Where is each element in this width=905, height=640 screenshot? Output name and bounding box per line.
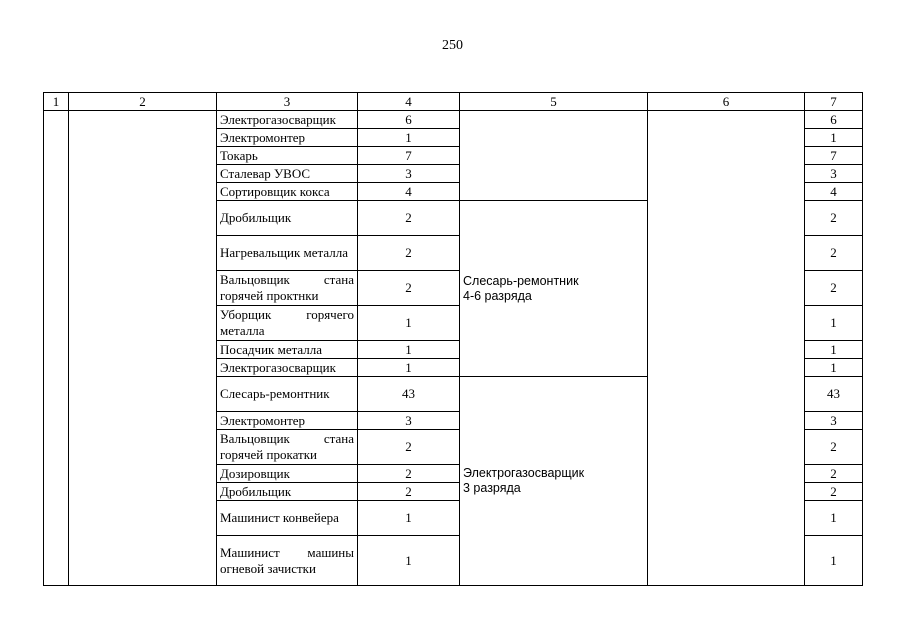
- col5-empty-cell: [460, 111, 648, 201]
- total-cell: 2: [805, 236, 863, 271]
- total-cell: 7: [805, 147, 863, 165]
- column-header: 1: [44, 93, 69, 111]
- profession-cell: Дробильщик: [217, 483, 358, 501]
- col2-empty-cell: [69, 111, 217, 586]
- column-header: 4: [358, 93, 460, 111]
- quantity-cell: 1: [358, 501, 460, 536]
- profession-cell: Дробильщик: [217, 201, 358, 236]
- total-cell: 2: [805, 430, 863, 465]
- profession-cell: Электрогазосварщик: [217, 111, 358, 129]
- quantity-cell: 2: [358, 465, 460, 483]
- column-header: 6: [648, 93, 805, 111]
- quantity-cell: 1: [358, 129, 460, 147]
- quantity-cell: 2: [358, 271, 460, 306]
- total-cell: 1: [805, 129, 863, 147]
- quantity-cell: 2: [358, 483, 460, 501]
- profession-cell: Сортировщик кокса: [217, 183, 358, 201]
- total-cell: 4: [805, 183, 863, 201]
- quantity-cell: 4: [358, 183, 460, 201]
- quantity-cell: 1: [358, 306, 460, 341]
- total-cell: 2: [805, 271, 863, 306]
- profession-cell: Посадчик металла: [217, 341, 358, 359]
- total-cell: 1: [805, 501, 863, 536]
- total-cell: 1: [805, 306, 863, 341]
- col1-empty-cell: [44, 111, 69, 586]
- assigned-profession-cell: Слесарь-ремонтник 4-6 разряда: [460, 201, 648, 377]
- profession-cell: Уборщик горячего металла: [217, 306, 358, 341]
- profession-cell: Вальцовщик стана горячей проктнки: [217, 271, 358, 306]
- profession-cell: Электромонтер: [217, 129, 358, 147]
- quantity-cell: 43: [358, 377, 460, 412]
- profession-cell: Машинист машины огневой зачистки: [217, 536, 358, 586]
- column-header: 7: [805, 93, 863, 111]
- total-cell: 6: [805, 111, 863, 129]
- column-header: 5: [460, 93, 648, 111]
- total-cell: 1: [805, 341, 863, 359]
- profession-cell: Нагревальщик металла: [217, 236, 358, 271]
- total-cell: 2: [805, 201, 863, 236]
- profession-cell: Слесарь-ремонтник: [217, 377, 358, 412]
- total-cell: 1: [805, 359, 863, 377]
- profession-cell: Электрогазосварщик: [217, 359, 358, 377]
- quantity-cell: 2: [358, 430, 460, 465]
- profession-cell: Токарь: [217, 147, 358, 165]
- quantity-cell: 6: [358, 111, 460, 129]
- quantity-cell: 3: [358, 165, 460, 183]
- profession-cell: Электромонтер: [217, 412, 358, 430]
- profession-cell: Машинист конвейера: [217, 501, 358, 536]
- quantity-cell: 2: [358, 201, 460, 236]
- table-header-row: [44, 93, 863, 111]
- column-header: 2: [69, 93, 217, 111]
- quantity-cell: 1: [358, 536, 460, 586]
- assigned-profession-cell: Электрогазосварщик 3 разряда: [460, 377, 648, 586]
- profession-cell: Вальцовщик стана горячей прокатки: [217, 430, 358, 465]
- staffing-table: [43, 92, 863, 586]
- quantity-cell: 1: [358, 359, 460, 377]
- total-cell: 3: [805, 165, 863, 183]
- quantity-cell: 1: [358, 341, 460, 359]
- column-header: 3: [217, 93, 358, 111]
- table-row: [44, 111, 863, 129]
- col6-empty-cell: [648, 111, 805, 586]
- page-number: 250: [442, 38, 463, 53]
- profession-cell: Сталевар УВОС: [217, 165, 358, 183]
- quantity-cell: 3: [358, 412, 460, 430]
- total-cell: 43: [805, 377, 863, 412]
- quantity-cell: 2: [358, 236, 460, 271]
- total-cell: 2: [805, 483, 863, 501]
- total-cell: 2: [805, 465, 863, 483]
- profession-cell: Дозировщик: [217, 465, 358, 483]
- total-cell: 3: [805, 412, 863, 430]
- quantity-cell: 7: [358, 147, 460, 165]
- total-cell: 1: [805, 536, 863, 586]
